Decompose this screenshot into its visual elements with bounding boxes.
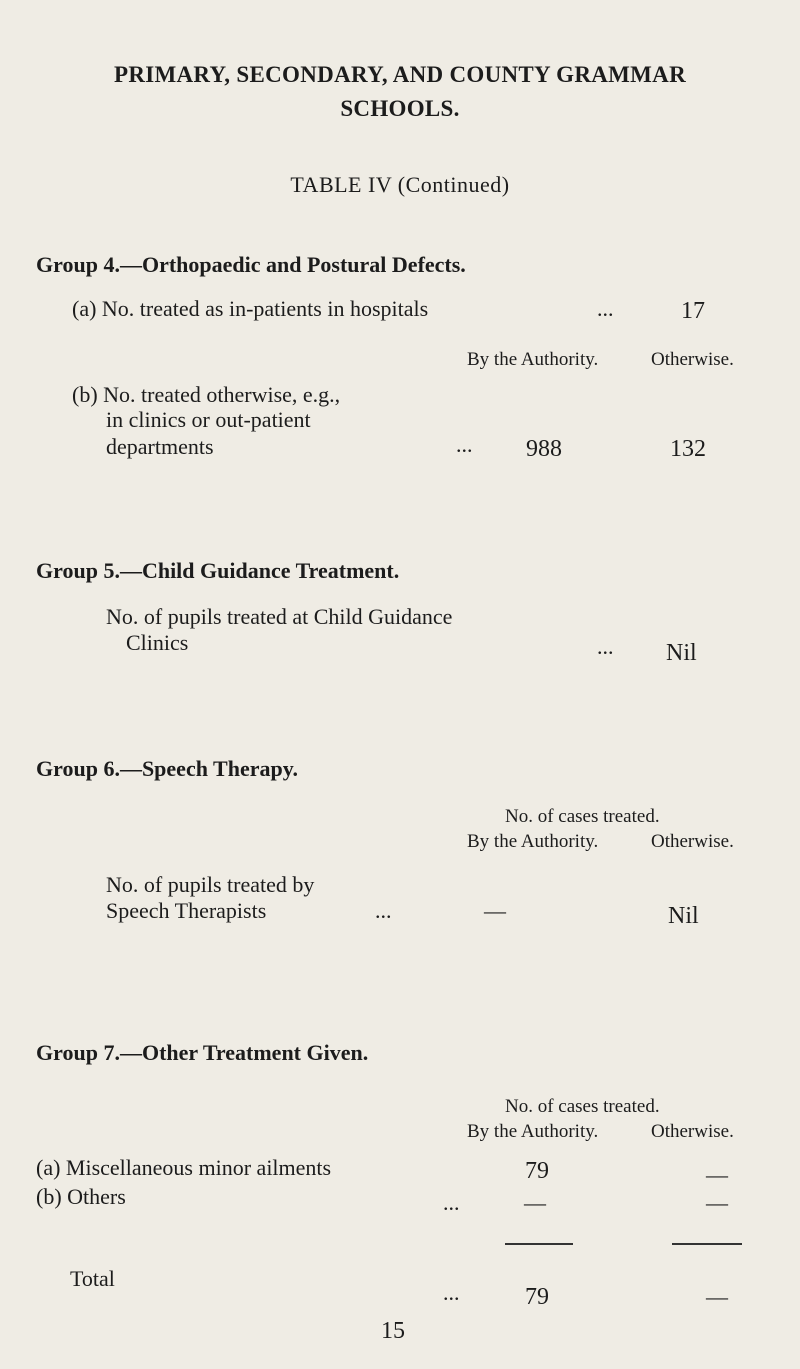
group4-a-label: (a) No. treated as in-patients in hospitals: [72, 296, 429, 321]
page-title-line2: SCHOOLS.: [340, 96, 460, 121]
group4-b-line1: (b) No. treated otherwise, e.g.,: [72, 382, 341, 407]
group7-a-otherwise: —: [706, 1162, 728, 1187]
group5-heading: Group 5.—Child Guidance Treatment.: [36, 558, 400, 583]
group7-total-dots: ...: [443, 1280, 460, 1305]
group7-b-authority: —: [524, 1190, 546, 1215]
page-title-line1: PRIMARY, SECONDARY, AND COUNTY GRAMMAR: [113, 62, 686, 87]
group5-line1: No. of pupils treated at Child Guidance: [106, 604, 453, 629]
group4-b-line2: in clinics or out-patient: [106, 407, 311, 432]
group7-col-header: No. of cases treated.: [505, 1096, 660, 1117]
group5-value: Nil: [666, 640, 697, 666]
group6-col-header: No. of cases treated.: [505, 806, 660, 827]
group6-authority: —: [484, 898, 506, 923]
group4-col-authority: By the Authority.: [467, 349, 599, 370]
total-rule-otherwise: [672, 1243, 742, 1245]
group5-line2: Clinics: [126, 630, 189, 655]
group7-col-otherwise: Otherwise.: [651, 1121, 734, 1142]
group7-b-otherwise: —: [706, 1190, 728, 1215]
group7-a-label: (a) Miscellaneous minor ailments: [36, 1155, 332, 1180]
table-title: TABLE IV (Continued): [290, 172, 510, 197]
group4-a-value: 17: [681, 298, 705, 324]
group7-a-authority: 79: [525, 1158, 549, 1184]
group6-otherwise: Nil: [668, 903, 699, 929]
group7-total-otherwise: —: [706, 1284, 728, 1309]
group4-col-otherwise: Otherwise.: [651, 349, 734, 370]
group7-b-label: (b) Others: [36, 1184, 126, 1209]
group4-heading: Group 4.—Orthopaedic and Postural Defects.: [36, 252, 466, 277]
group4-b-dots: ...: [456, 432, 473, 457]
group4-b-line3: departments: [106, 434, 214, 459]
page-number: 15: [381, 1318, 405, 1344]
group4-b-otherwise: 132: [670, 436, 706, 462]
group7-heading: Group 7.—Other Treatment Given.: [36, 1040, 369, 1065]
group6-line2: Speech Therapists: [106, 898, 267, 923]
group7-b-dots: ...: [443, 1190, 460, 1215]
group6-line1: No. of pupils treated by: [106, 872, 315, 897]
total-rule-authority: [505, 1243, 573, 1245]
group6-col-authority: By the Authority.: [467, 831, 599, 852]
group5-dots: ...: [597, 634, 614, 659]
group4-a-dots: ...: [597, 296, 614, 321]
group6-col-otherwise: Otherwise.: [651, 831, 734, 852]
group6-dots: ...: [375, 898, 392, 923]
group4-b-authority: 988: [526, 436, 562, 462]
group7-total-authority: 79: [525, 1284, 549, 1310]
group6-heading: Group 6.—Speech Therapy.: [36, 756, 299, 781]
group7-total-label: Total: [70, 1266, 115, 1291]
group7-col-authority: By the Authority.: [467, 1121, 599, 1142]
